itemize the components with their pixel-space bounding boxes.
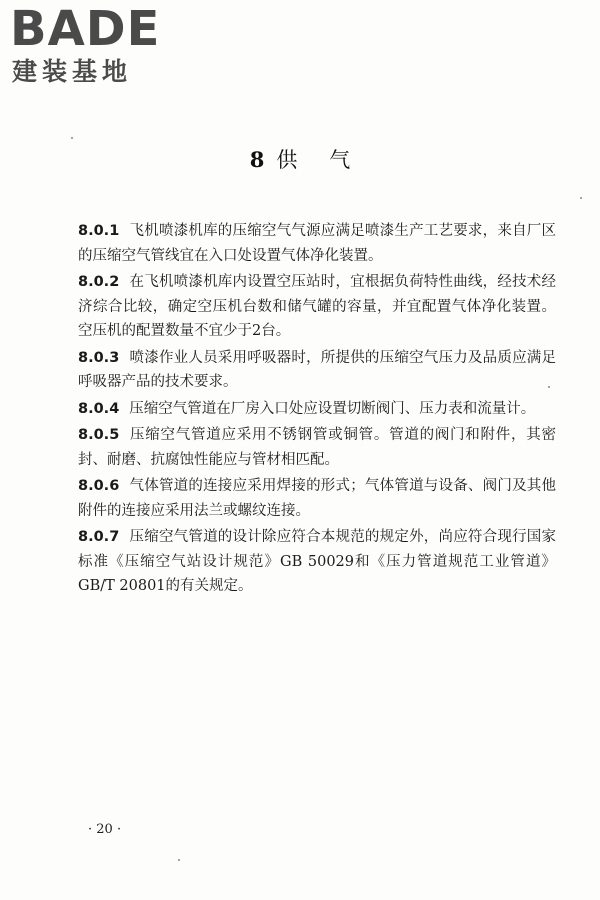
clause-8-0-1: [78, 219, 556, 268]
clause-8-0-6: [78, 474, 556, 523]
chapter-number: 8: [249, 147, 265, 172]
clause-8-0-7: [78, 525, 556, 599]
clause-number: 8.0.1: [78, 223, 120, 239]
clause-8-0-2: [78, 270, 556, 344]
logo-subtitle: 建装基地: [12, 57, 133, 86]
scan-speck: [178, 859, 180, 861]
clause-number: 8.0.5: [78, 427, 120, 443]
clause-text: 在飞机喷漆机库内设置空压站时，宜根据负荷特性曲线，经技术经济综合比较，确定空压机台数和储气罐的容量，并宜配置气体净化装置。空压机的配置数量不宜少于2台。: [78, 274, 556, 339]
chapter-heading: [0, 146, 600, 174]
clause-number: 8.0.2: [78, 274, 120, 290]
scan-speck: [548, 386, 550, 388]
clause-number: 8.0.4: [78, 400, 120, 417]
bade-logo: [10, 1, 180, 88]
clause-8-0-5: [78, 423, 556, 472]
clause-8-0-3: [78, 346, 556, 395]
logo-wordmark: BADE: [10, 1, 161, 57]
clause-number: 8.0.6: [78, 478, 120, 494]
clause-text: 气体管道的连接应采用焊接的形式；气体管道与设备、阀门及其他附件的连接应采用法兰或螺纹连接。: [78, 478, 556, 519]
clause-text: 压缩空气管道应采用不锈钢管或铜管。管道的阀门和附件，其密封、耐磨、抗腐蚀性能应与管材相匹配。: [78, 427, 556, 468]
clause-8-0-4: [78, 397, 556, 422]
clause-list: [78, 219, 556, 601]
clause-text: 压缩空气管道在厂房入口处应设置切断阀门、压力表和流量计。: [129, 400, 536, 417]
clause-number: 8.0.3: [78, 349, 120, 366]
clause-text: 飞机喷漆机库的压缩空气气源应满足喷漆生产工艺要求，来自厂区的压缩空气管线宜在入口处设置气体净化装置。: [78, 223, 556, 264]
chapter-title: 供气: [276, 148, 383, 172]
clause-text: 喷漆作业人员采用呼吸器时，所提供的压缩空气压力及品质应满足呼吸器产品的技术要求。: [78, 349, 556, 390]
page-number: · 20 ·: [88, 822, 122, 837]
scan-speck: [71, 137, 73, 139]
scan-speck: [580, 197, 582, 199]
clause-number: 8.0.7: [78, 529, 120, 545]
clause-text: 压缩空气管道的设计除应符合本规范的规定外，尚应符合现行国家标准《压缩空气站设计规范》GB 50029和《压力管道规范工业管道》GB/T 20801的有关规定。: [78, 529, 556, 594]
